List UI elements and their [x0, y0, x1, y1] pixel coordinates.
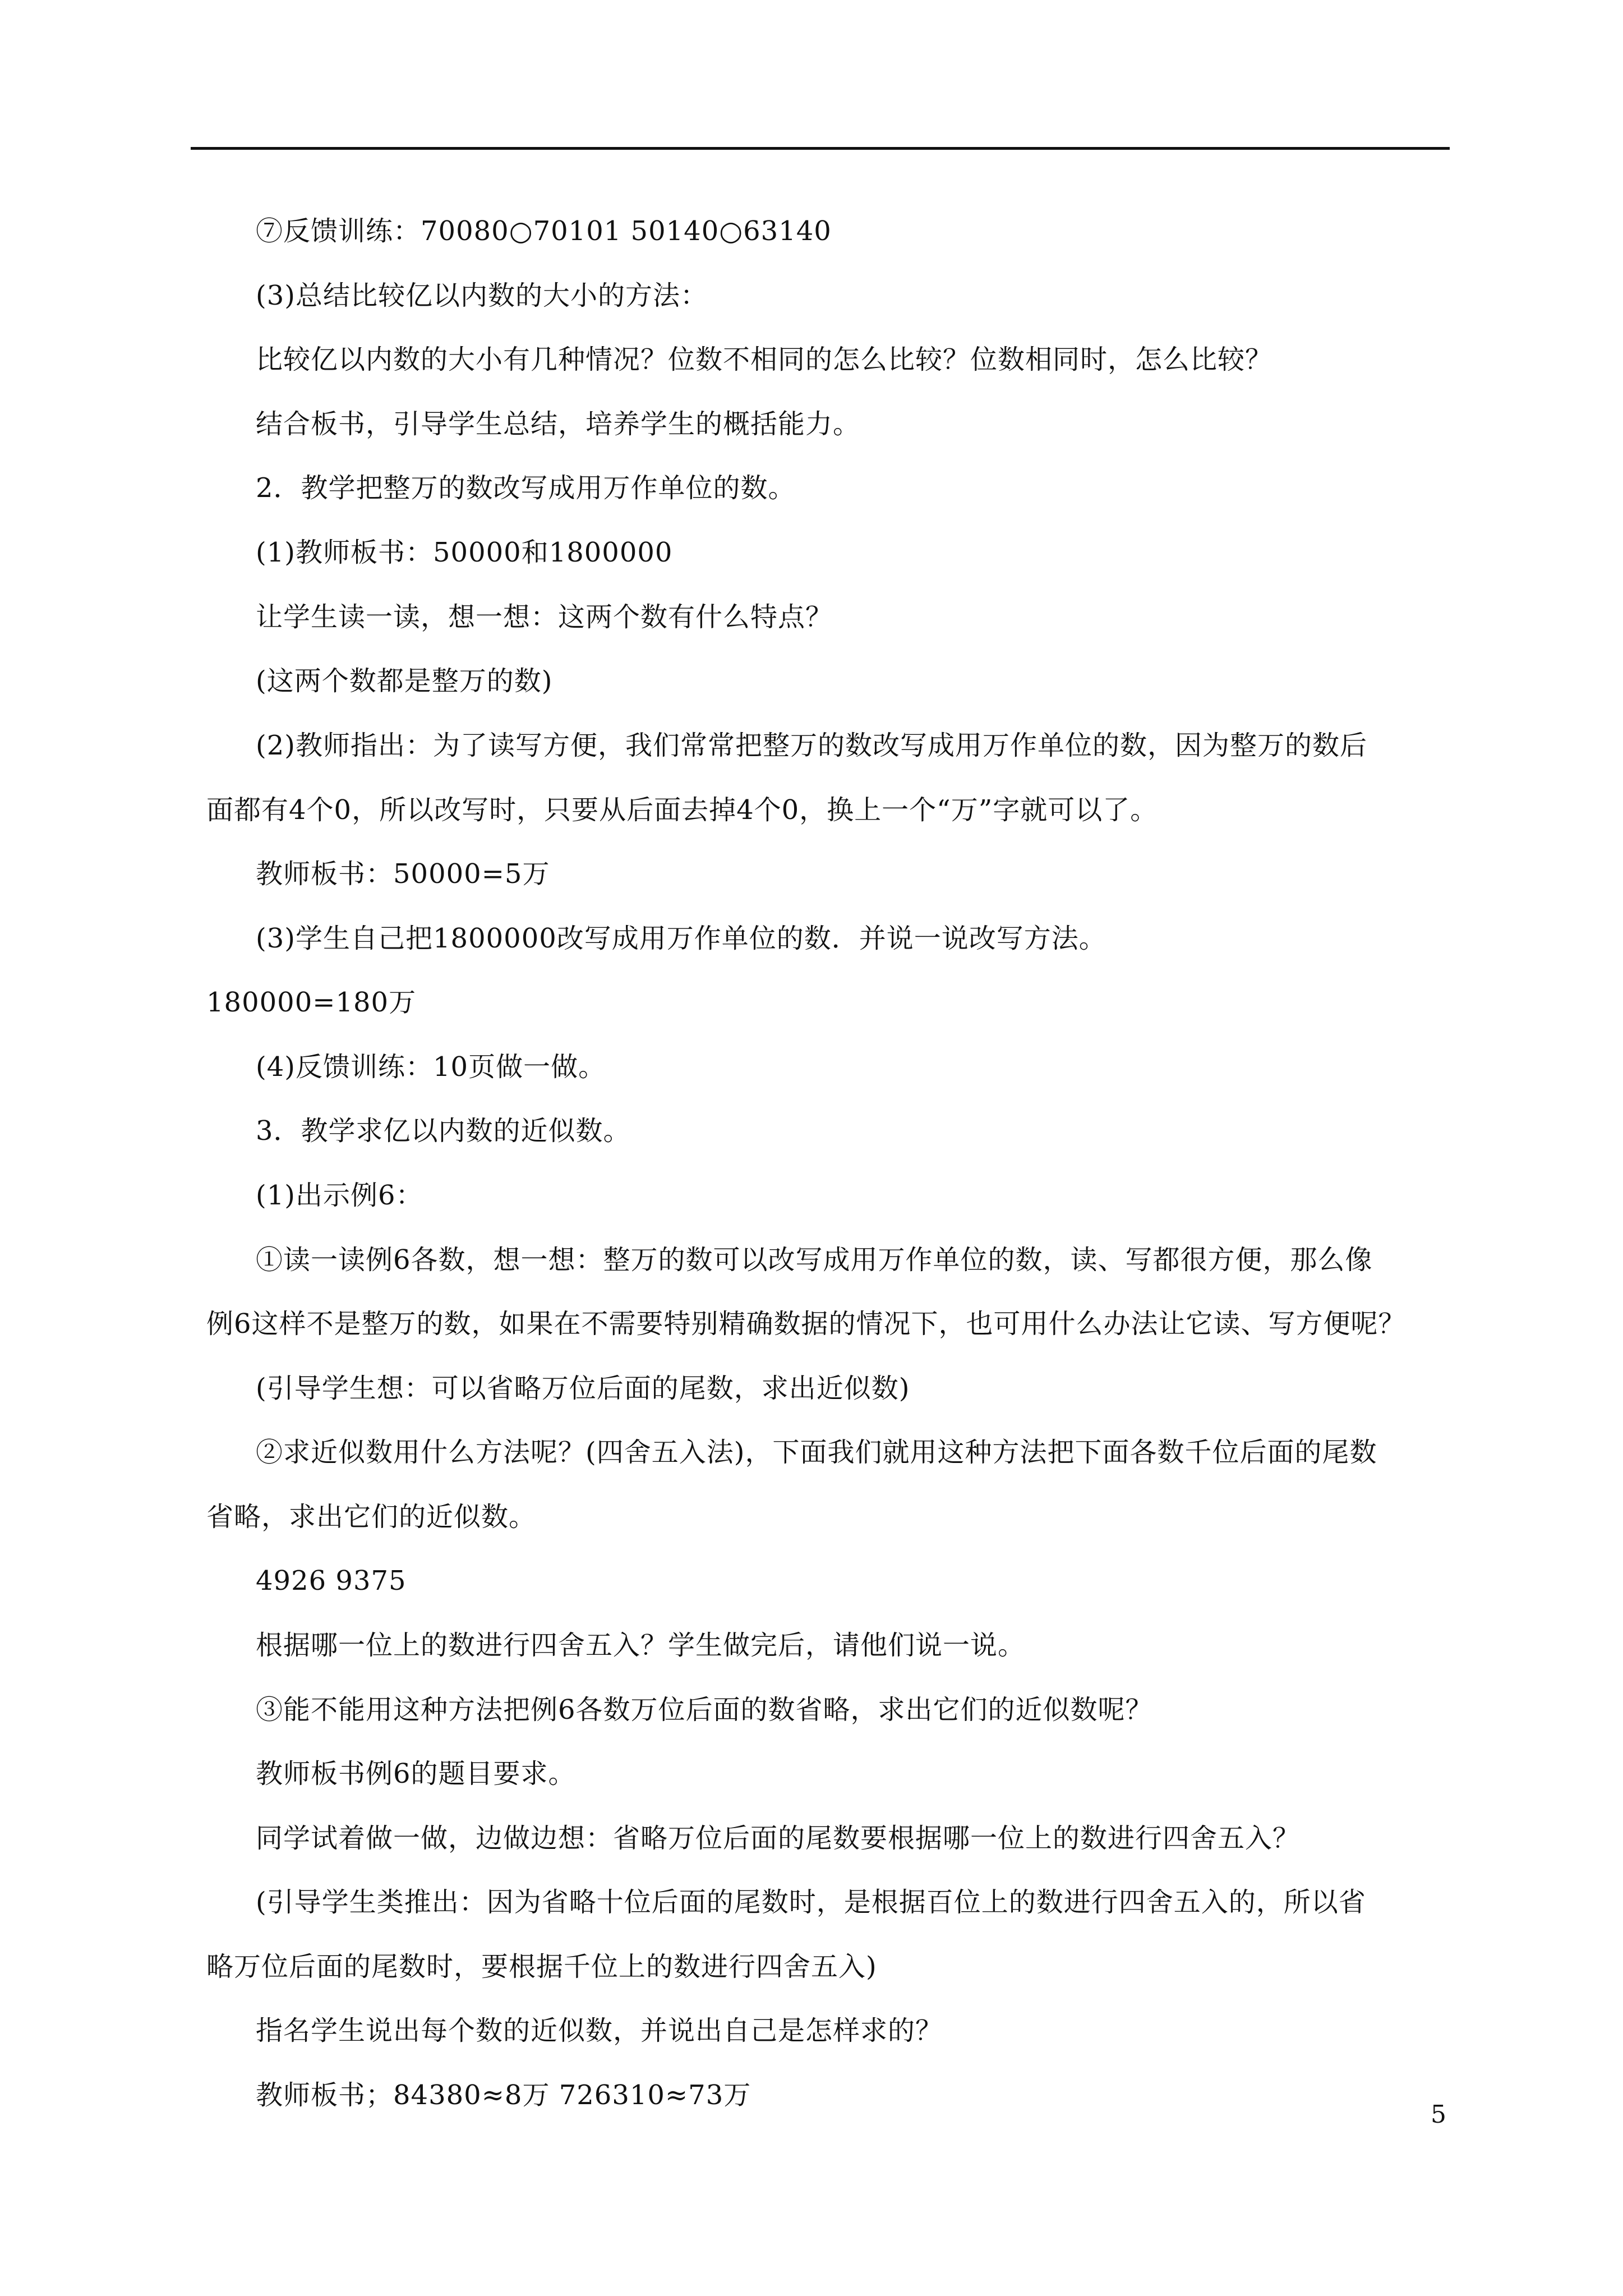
paragraph-feedback-exercise: ⑦反馈训练：70080○70101 50140○63140	[256, 215, 832, 247]
paragraph-note-whole-wan: (这两个数都是整万的数)	[256, 665, 553, 697]
paragraph-read-think: 让学生读一读，想一想：这两个数有什么特点？	[256, 601, 833, 633]
paragraph-board-approx: 教师板书；84380≈8万 726310≈73万	[256, 2079, 751, 2111]
paragraph-read-example6: ①读一读例6各数，想一想：整万的数可以改写成用万作单位的数，读、写都很方便，那么像	[256, 1244, 1373, 1276]
paragraph-guide-infer-cont: 略万位后面的尾数时，要根据千位上的数进行四舍五入)	[206, 1951, 877, 1982]
paragraph-rounding-method: ②求近似数用什么方法呢？(四舍五入法)，下面我们就用这种方法把下面各数千位后面的尾数	[256, 1437, 1377, 1468]
paragraph-rounding-method-cont: 省略，求出它们的近似数。	[206, 1501, 537, 1533]
paragraph-read-example6-cont: 例6这样不是整万的数，如果在不需要特别精确数据的情况下，也可用什么办法让它读、写方便呢？	[206, 1308, 1406, 1340]
header-rule	[191, 147, 1450, 150]
paragraph-guide-approx: (引导学生想：可以省略万位后面的尾数，求出近似数)	[256, 1373, 910, 1404]
paragraph-numbers: 4926 9375	[256, 1565, 407, 1596]
paragraph-board-summary: 结合板书，引导学生总结，培养学生的概括能力。	[256, 408, 861, 440]
paragraph-can-method: ③能不能用这种方法把例6各数万位后面的数省略，求出它们的近似数呢？	[256, 1694, 1153, 1726]
paragraph-teacher-points-out-cont: 面都有4个0，所以改写时，只要从后面去掉4个0，换上一个“万”字就可以了。	[206, 794, 1158, 826]
paragraph-which-digit: 根据哪一位上的数进行四舍五入？学生做完后，请他们说一说。	[256, 1630, 1026, 1661]
paragraph-example6: (1)出示例6：	[256, 1180, 423, 1211]
paragraph-board-example6: 教师板书例6的题目要求。	[256, 1758, 576, 1789]
section-heading-2: 2．教学把整万的数改写成用万作单位的数。	[256, 472, 796, 504]
paragraph-try-doing: 同学试着做一做，边做边想：省略万位后面的尾数要根据哪一位上的数进行四舍五入？	[256, 1823, 1301, 1854]
paragraph-teacher-points-out: (2)教师指出：为了读写方便，我们常常把整万的数改写成用万作单位的数，因为整万的数后	[256, 730, 1367, 761]
paragraph-board-2: 教师板书：50000=5万	[256, 858, 550, 890]
paragraph-name-students: 指名学生说出每个数的近似数，并说出自己是怎样求的？	[256, 2015, 943, 2046]
paragraph-guide-infer: (引导学生类推出：因为省略十位后面的尾数时，是根据百位上的数进行四舍五入的，所以省	[256, 1887, 1366, 1918]
paragraph-question: 比较亿以内数的大小有几种情况？位数不相同的怎么比较？位数相同时，怎么比较？	[256, 344, 1273, 375]
paragraph-rewrite-example: 180000=180万	[206, 987, 417, 1018]
paragraph-student-rewrite: (3)学生自己把1800000改写成用万作单位的数．并说一说改写方法。	[256, 923, 1106, 954]
paragraph-summary-heading: (3)总结比较亿以内数的大小的方法：	[256, 280, 708, 311]
paragraph-feedback-page10: (4)反馈训练：10页做一做。	[256, 1051, 606, 1083]
paragraph-board-1: (1)教师板书：50000和1800000	[256, 537, 673, 568]
page-number: 5	[1431, 2100, 1446, 2129]
section-heading-3: 3．教学求亿以内数的近似数。	[256, 1115, 631, 1147]
